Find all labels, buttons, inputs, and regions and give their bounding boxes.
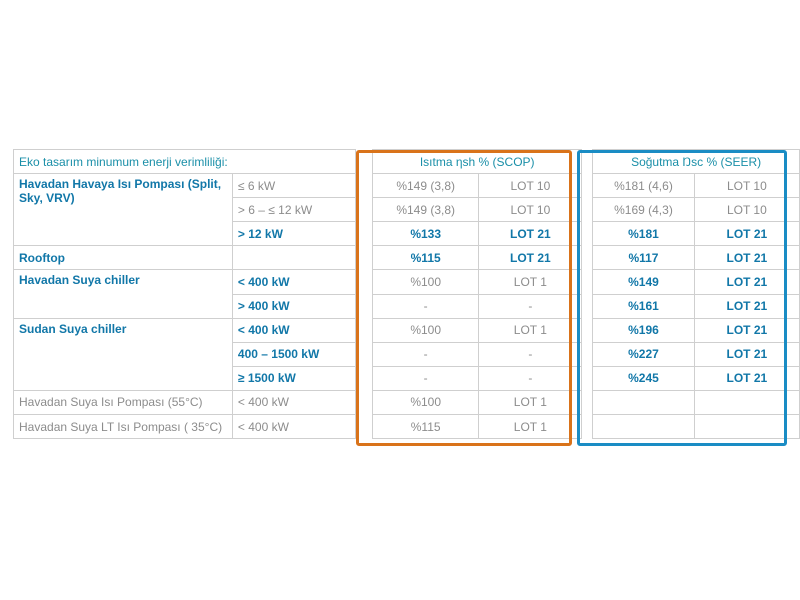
heating-lot: LOT 1 xyxy=(479,390,582,414)
capacity-cell: > 6 – ≤ 12 kW xyxy=(232,198,355,222)
heating-value: %133 xyxy=(373,222,479,246)
cooling-value: %149 xyxy=(593,270,695,294)
group-label: Sudan Suya chiller xyxy=(14,318,233,390)
group-label: Havadan Suya Isı Pompası (55°C) xyxy=(14,390,233,414)
group-label: Havadan Suya LT Isı Pompası ( 35°C) xyxy=(14,415,233,439)
capacity-cell: < 400 kW xyxy=(232,390,355,414)
group-label: Havadan Suya chiller xyxy=(14,270,233,318)
capacity-cell: ≥ 1500 kW xyxy=(232,366,355,390)
cooling-value: %161 xyxy=(593,294,695,318)
cooling-lot: LOT 21 xyxy=(694,318,799,342)
group-label: Havadan Havaya Isı Pompası (Split, Sky, VRV) xyxy=(14,174,233,246)
heating-lot: LOT 10 xyxy=(479,198,582,222)
group-label: Rooftop xyxy=(14,246,233,270)
heating-value: %100 xyxy=(373,390,479,414)
heating-value: - xyxy=(373,342,479,366)
cooling-lot: LOT 21 xyxy=(694,270,799,294)
cooling-lot: LOT 21 xyxy=(694,222,799,246)
heating-value: %115 xyxy=(373,246,479,270)
heating-value: %149 (3,8) xyxy=(373,198,479,222)
cooling-value: %227 xyxy=(593,342,695,366)
heating-lot: - xyxy=(479,366,582,390)
capacity-cell: ≤ 6 kW xyxy=(232,174,355,198)
table-row xyxy=(14,174,800,198)
capacity-cell: < 400 kW xyxy=(232,415,355,439)
cooling-value: %181 (4,6) xyxy=(593,174,695,198)
capacity-cell: > 12 kW xyxy=(232,222,355,246)
table-row xyxy=(14,390,800,414)
table-title: Eko tasarım minumum enerji verimliliği: xyxy=(14,150,356,174)
cooling-value: %169 (4,3) xyxy=(593,198,695,222)
heating-lot: LOT 1 xyxy=(479,415,582,439)
heating-value: - xyxy=(373,366,479,390)
capacity-cell: 400 – 1500 kW xyxy=(232,342,355,366)
cooling-value xyxy=(593,390,695,414)
cooling-value: %117 xyxy=(593,246,695,270)
heating-lot: - xyxy=(479,342,582,366)
capacity-cell xyxy=(232,246,355,270)
heating-value: %100 xyxy=(373,270,479,294)
cooling-value: %245 xyxy=(593,366,695,390)
heating-value: - xyxy=(373,294,479,318)
cooling-header: Soğutma Ŋsc % (SEER) xyxy=(593,150,800,174)
cooling-lot: LOT 21 xyxy=(694,342,799,366)
cooling-lot: LOT 10 xyxy=(694,174,799,198)
capacity-cell: < 400 kW xyxy=(232,318,355,342)
table-row xyxy=(14,246,800,270)
cooling-lot: LOT 21 xyxy=(694,294,799,318)
cooling-value: %196 xyxy=(593,318,695,342)
table-row xyxy=(14,318,800,342)
table-row xyxy=(14,270,800,294)
cooling-lot xyxy=(694,390,799,414)
heating-lot: LOT 1 xyxy=(479,270,582,294)
table-row xyxy=(14,415,800,439)
capacity-cell: < 400 kW xyxy=(232,270,355,294)
cooling-value: %181 xyxy=(593,222,695,246)
heating-value: %115 xyxy=(373,415,479,439)
cooling-value xyxy=(593,415,695,439)
cooling-lot xyxy=(694,415,799,439)
heating-header: Isıtma ηsh % (SCOP) xyxy=(373,150,582,174)
cooling-lot: LOT 21 xyxy=(694,246,799,270)
header-row xyxy=(14,150,800,174)
heating-value: %149 (3,8) xyxy=(373,174,479,198)
efficiency-table xyxy=(13,149,800,439)
capacity-cell: > 400 kW xyxy=(232,294,355,318)
heating-lot: LOT 10 xyxy=(479,174,582,198)
heating-lot: LOT 21 xyxy=(479,246,582,270)
heating-lot: - xyxy=(479,294,582,318)
heating-value: %100 xyxy=(373,318,479,342)
cooling-lot: LOT 21 xyxy=(694,366,799,390)
heating-lot: LOT 21 xyxy=(479,222,582,246)
heating-lot: LOT 1 xyxy=(479,318,582,342)
cooling-lot: LOT 10 xyxy=(694,198,799,222)
